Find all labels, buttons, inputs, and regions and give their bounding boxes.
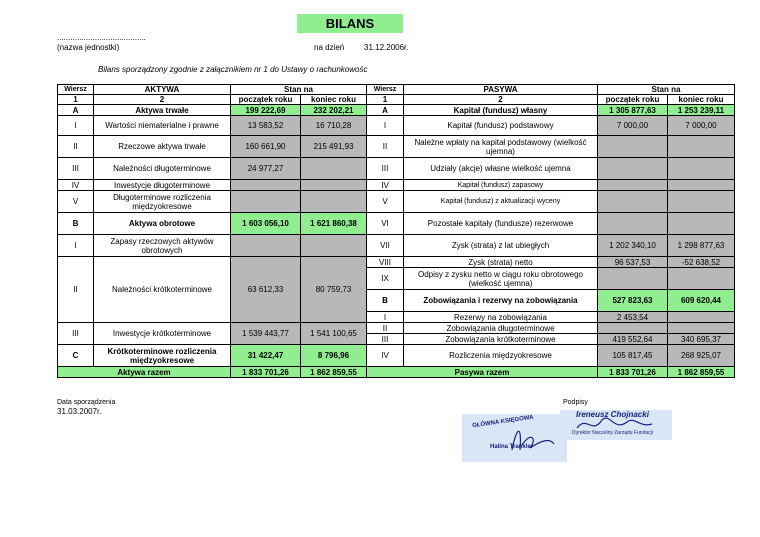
- value-cell: 13 583,52: [231, 116, 301, 136]
- table-row: [58, 105, 735, 116]
- signatures-label: Podpisy: [563, 399, 588, 406]
- value-cell: 2 453,54: [598, 312, 668, 323]
- value-cell: 80 759,73: [301, 257, 367, 323]
- value-cell: [598, 323, 668, 334]
- value-cell: 8 796,96: [301, 345, 367, 367]
- value-cell: [598, 136, 668, 158]
- stamp1-name: Halina Trankler: [490, 444, 534, 450]
- row-code: I: [58, 235, 94, 257]
- row-label: Wartości niematerialne i prawne: [94, 116, 231, 136]
- row-code: VII: [367, 235, 404, 257]
- pasywa-total-label: Pasywa razem: [367, 367, 598, 378]
- value-cell: [598, 268, 668, 290]
- row-code: III: [367, 334, 404, 345]
- balance-table: [57, 84, 735, 378]
- value-cell: 268 925,07: [668, 345, 735, 367]
- value-cell: [668, 180, 735, 191]
- value-cell: [598, 213, 668, 235]
- value-cell: [301, 158, 367, 180]
- date-value: 31.12.2006r.: [364, 43, 409, 52]
- document-title: BILANS: [297, 14, 403, 33]
- col-number: 1: [58, 95, 94, 105]
- value-cell: [231, 180, 301, 191]
- value-cell: 1 253 239,11: [668, 105, 735, 116]
- date-label: na dzień: [314, 43, 345, 52]
- value-cell: 1 298 877,63: [668, 235, 735, 257]
- poczatek-header: początek roku: [598, 95, 668, 105]
- entity-name-dots: ........................................: [57, 33, 146, 42]
- table-row: [58, 235, 735, 257]
- row-label: Inwestycje długoterminowe: [94, 180, 231, 191]
- row-code: C: [58, 345, 94, 367]
- row-code: I: [367, 312, 404, 323]
- value-cell: [598, 158, 668, 180]
- wiersz-header: Wiersz: [58, 85, 94, 95]
- table-row: [58, 191, 735, 213]
- pasywa-total-start: 1 833 701,26: [598, 367, 668, 378]
- value-cell: 527 823,63: [598, 290, 668, 312]
- table-row: [58, 116, 735, 136]
- row-label: Zobowiązania krótkoterminowe: [404, 334, 598, 345]
- row-label: Należności długoterminowe: [94, 158, 231, 180]
- row-label: Kapitał (fundusz) własny: [404, 105, 598, 116]
- row-label: Zysk (strata) netto: [404, 257, 598, 268]
- row-label: Odpisy z zysku netto w ciągu roku obrotowego (wielkość ujemna): [404, 268, 598, 290]
- row-code: II: [58, 257, 94, 323]
- col-number: 2: [94, 95, 231, 105]
- row-label: Rzeczowe aktywa trwałe: [94, 136, 231, 158]
- value-cell: [301, 235, 367, 257]
- row-code: III: [367, 158, 404, 180]
- koniec-header: koniec roku: [301, 95, 367, 105]
- stan-header: Stan na: [598, 85, 735, 95]
- row-label: Długoterminowe rozliczenia międzyokresowe: [94, 191, 231, 213]
- row-label: Pozostałe kapitały (fundusze) rezerwowe: [404, 213, 598, 235]
- stamp2-title: Dyrektor Naczelny Zarządu Fundacji: [572, 430, 653, 436]
- pasywa-header: PASYWA: [404, 85, 598, 95]
- pasywa-total-end: 1 862 859,55: [668, 367, 735, 378]
- value-cell: 1 621 860,38: [301, 213, 367, 235]
- aktywa-header: AKTYWA: [94, 85, 231, 95]
- row-code: IV: [367, 180, 404, 191]
- row-label: Zobowiązania i rezerwy na zobowiązania: [404, 290, 598, 312]
- row-label: Aktywa obrotowe: [94, 213, 231, 235]
- value-cell: [668, 136, 735, 158]
- stan-header: Stan na: [231, 85, 367, 95]
- poczatek-header: początek roku: [231, 95, 301, 105]
- table-row: [58, 257, 735, 268]
- value-cell: 31 422,47: [231, 345, 301, 367]
- value-cell: 1 202 340,10: [598, 235, 668, 257]
- row-label: Aktywa trwałe: [94, 105, 231, 116]
- aktywa-total-end: 1 862 859,55: [301, 367, 367, 378]
- col-number: 2: [404, 95, 598, 105]
- value-cell: 7 000,00: [598, 116, 668, 136]
- row-code: VIII: [367, 257, 404, 268]
- row-code: II: [367, 323, 404, 334]
- table-row: [58, 180, 735, 191]
- value-cell: [598, 191, 668, 213]
- row-code: III: [58, 158, 94, 180]
- koniec-header: koniec roku: [668, 95, 735, 105]
- col-number: 1: [367, 95, 404, 105]
- table-row: [58, 158, 735, 180]
- entity-name-label: (nazwa jednostki): [57, 43, 120, 52]
- value-cell: 7 000,00: [668, 116, 735, 136]
- value-cell: 16 710,28: [301, 116, 367, 136]
- row-label: Kapitał (fundusz) podstawowy: [404, 116, 598, 136]
- value-cell: 1 305 877,63: [598, 105, 668, 116]
- row-code: A: [367, 105, 404, 116]
- row-label: Rozliczenia międzyokresowe: [404, 345, 598, 367]
- value-cell: [668, 312, 735, 323]
- row-code: V: [367, 191, 404, 213]
- value-cell: 609 620,44: [668, 290, 735, 312]
- aktywa-total-label: Aktywa razem: [58, 367, 231, 378]
- row-label: Zapasy rzeczowych aktywów obrotowych: [94, 235, 231, 257]
- row-code: B: [367, 290, 404, 312]
- row-code: I: [58, 116, 94, 136]
- row-label: Należności krótkoterminowe: [94, 257, 231, 323]
- stamp1-title: GŁÓWNA KSIĘGOWA: [471, 414, 534, 430]
- row-code: VI: [367, 213, 404, 235]
- value-cell: 340 695,37: [668, 334, 735, 345]
- prepared-label: Data sporządzenia: [57, 399, 116, 406]
- numbering-row: [58, 95, 735, 105]
- value-cell: [668, 213, 735, 235]
- value-cell: 1 539 443,77: [231, 323, 301, 345]
- row-label: Inwestycje krótkoterminowe: [94, 323, 231, 345]
- row-label: Rezerwy na zobowiązania: [404, 312, 598, 323]
- row-label: Kapitał (fundusz) zapasowy: [404, 180, 598, 191]
- value-cell: [231, 191, 301, 213]
- value-cell: [668, 323, 735, 334]
- value-cell: 199 222,69: [231, 105, 301, 116]
- row-code: I: [367, 116, 404, 136]
- table-row: [58, 345, 735, 367]
- row-label: Zysk (strata) z lat ubiegłych: [404, 235, 598, 257]
- value-cell: [668, 268, 735, 290]
- value-cell: 215 491,93: [301, 136, 367, 158]
- value-cell: -52 638,52: [668, 257, 735, 268]
- value-cell: 105 817,45: [598, 345, 668, 367]
- aktywa-total-start: 1 833 701,26: [231, 367, 301, 378]
- row-code: B: [58, 213, 94, 235]
- row-code: II: [367, 136, 404, 158]
- subtitle: Bilans sporządzony zgodnie z załącznikiem nr 1 do Ustawy o rachunkowośc: [98, 65, 368, 74]
- value-cell: 232 202,21: [301, 105, 367, 116]
- row-code: IV: [367, 345, 404, 367]
- row-code: IV: [58, 180, 94, 191]
- value-cell: [668, 158, 735, 180]
- row-code: A: [58, 105, 94, 116]
- row-label: Kapitał (fundusz) z aktualizacji wyceny: [404, 191, 598, 213]
- value-cell: 160 661,90: [231, 136, 301, 158]
- row-label: Krótkoterminowe rozliczenia międzyokresowe: [94, 345, 231, 367]
- value-cell: 1 541 100,65: [301, 323, 367, 345]
- table-row: [58, 323, 735, 334]
- row-code: V: [58, 191, 94, 213]
- value-cell: 63 612,33: [231, 257, 301, 323]
- value-cell: 419 552,64: [598, 334, 668, 345]
- value-cell: 96 537,53: [598, 257, 668, 268]
- row-code: II: [58, 136, 94, 158]
- row-code: III: [58, 323, 94, 345]
- value-cell: 1 603 056,10: [231, 213, 301, 235]
- wiersz-header: Wiersz: [367, 85, 404, 95]
- value-cell: 24 977,27: [231, 158, 301, 180]
- header-row: [58, 85, 735, 95]
- table-row: [58, 136, 735, 158]
- row-label: Należne wpłaty na kapitał podstawowy (wielkość ujemna): [404, 136, 598, 158]
- value-cell: [231, 235, 301, 257]
- totals-row: [58, 367, 735, 378]
- table-row: [58, 213, 735, 235]
- value-cell: [301, 180, 367, 191]
- prepared-date: 31.03.2007r.: [57, 407, 102, 416]
- row-code: IX: [367, 268, 404, 290]
- value-cell: [301, 191, 367, 213]
- row-label: Udziały (akcje) własne wielkość ujemna: [404, 158, 598, 180]
- value-cell: [598, 180, 668, 191]
- row-label: Zobowiązania długoterminowe: [404, 323, 598, 334]
- stamp2-name: Ireneusz Chojnacki: [576, 410, 649, 419]
- value-cell: [668, 191, 735, 213]
